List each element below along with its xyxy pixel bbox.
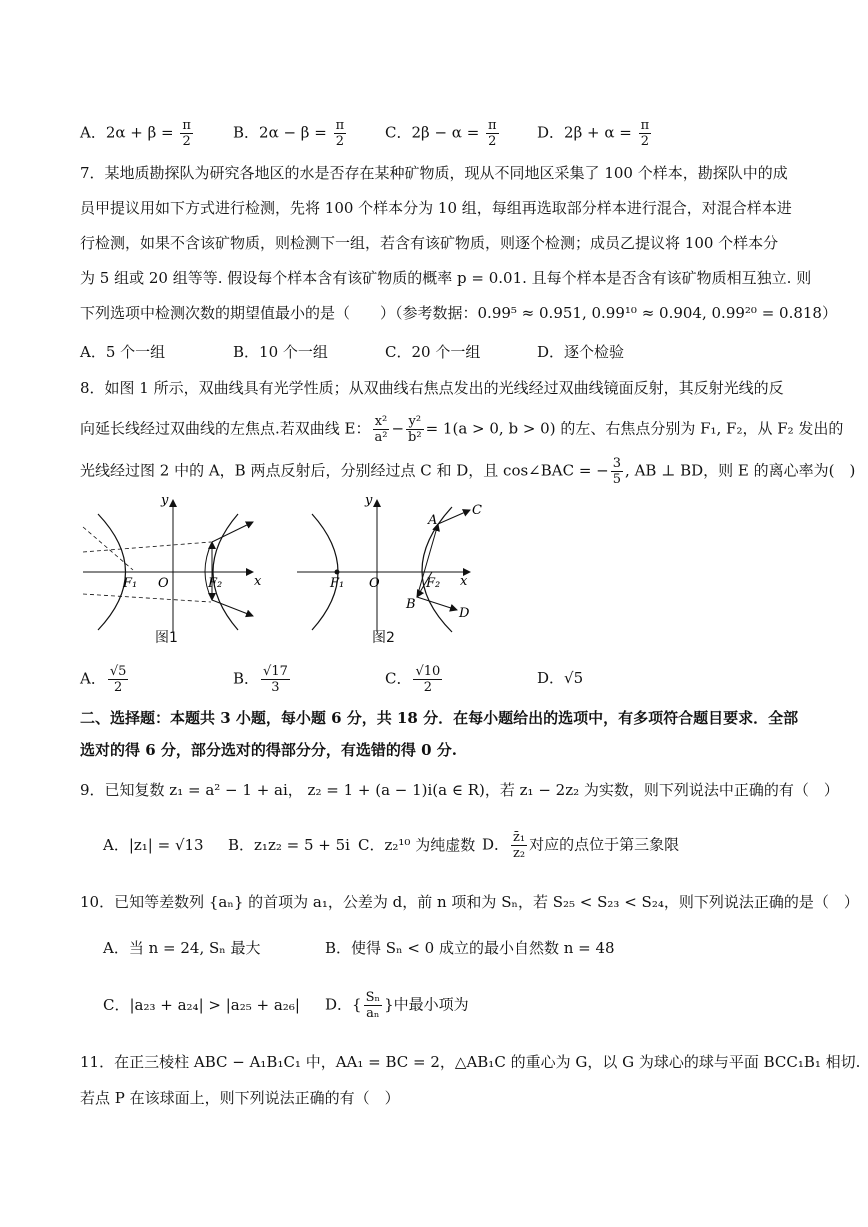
figure-2-caption: 图2 <box>372 630 395 646</box>
q7-option-d: D．逐个检验 <box>537 343 625 361</box>
q10-option-c: C．|a₂₃ + a₂₄| > |a₂₅ + a₂₆| <box>103 996 300 1014</box>
q8-option-a: A． $\frac{√5}{2}$ <box>80 664 127 695</box>
q10-stem: 10．已知等差数列 {aₙ} 的首项为 a₁，公差为 d，前 n 项和为 Sₙ，若 S₂₅ < S₂₃ < S₂₄，则下列说法正确的是（ ） <box>80 893 859 911</box>
q7-option-b: B．10 个一组 <box>233 343 328 361</box>
q8-line-2: 向延长线经过双曲线的左焦点.若双曲线 E： $\frac{\text{x²}}{\text{a²}}$ − $\frac{\text{y²}}{\text{b²}}$ = 1(a > 0, b > 0) 的左、右焦点分别为 F₁, F₂，从 F₂ 发出的 <box>80 414 844 445</box>
q7-line-4: 为 5 组或 20 组等等. 假设每个样本含有该矿物质的概率 p = 0.01. 且每个样本是否含有该矿物质相互独立. 则 <box>80 269 812 287</box>
fig1-y-label: y <box>161 493 169 508</box>
q9-option-b: B．z₁z₂ = 5 + 5i <box>228 836 350 854</box>
section-2-heading-line-1: 二、选择题：本题共 3 小题，每小题 6 分，共 18 分．在每小题给出的选项中，有多项符合题目要求．全部 <box>80 709 799 727</box>
fig2-f1-label: F₁ <box>330 576 345 591</box>
q10-option-b: B．使得 Sₙ < 0 成立的最小自然数 n = 48 <box>325 939 615 957</box>
fig2-point-a: A <box>428 513 438 528</box>
q10-option-d: D．{ $\frac{\text{Sₙ}}{\text{aₙ}}$ }中最小项为 <box>325 990 469 1021</box>
fig1-f1-label: F₁ <box>123 576 138 591</box>
q6-option-a: A．2α + β = $\frac{\pi}{2}$ <box>80 118 191 149</box>
fig2-point-d: D <box>459 606 470 621</box>
fig1-origin-label: O <box>158 576 169 591</box>
section-2-heading-line-2: 选对的得 6 分，部分选对的得部分分，有选错的得 0 分. <box>80 741 457 759</box>
q6-option-b: B．2α − β = $\frac{\pi}{2}$ <box>233 118 345 149</box>
q8-option-b: B． $\frac{√17}{3}$ <box>233 664 288 695</box>
q7-line-2: 员甲提议用如下方式进行检测，先将 100 个样本分为 10 组，每组再选取部分样本进行混合，对混合样本进 <box>80 199 792 217</box>
q8-option-c: C． $\frac{√10}{2}$ <box>385 664 441 695</box>
q7-option-c: C．20 个一组 <box>385 343 481 361</box>
fig1-f2-label: F₂ <box>208 576 223 591</box>
q11-line-1: 11．在正三棱柱 ABC − A₁B₁C₁ 中，AA₁ = BC = 2，△AB₁C 的重心为 G，以 G 为球心的球与平面 BCC₁B₁ 相切. <box>80 1053 861 1071</box>
fig2-point-c: C <box>472 503 482 518</box>
fig2-x-label: x <box>460 574 468 589</box>
figure-2-hyperbola <box>292 492 482 642</box>
q9-option-c: C．z₂¹⁰ 为纯虚数 <box>358 836 476 854</box>
q7-option-a: A．5 个一组 <box>80 343 166 361</box>
fig1-x-label: x <box>254 574 262 589</box>
fig2-point-b: B <box>406 597 416 612</box>
q8-option-d: D．√5 <box>537 669 584 687</box>
q10-option-a: A．当 n = 24, Sₙ 最大 <box>103 939 261 957</box>
figure-1-caption: 图1 <box>155 630 178 646</box>
q11-line-2: 若点 P 在该球面上，则下列说法正确的有（ ） <box>80 1089 400 1107</box>
q7-line-3: 行检测，如果不含该矿物质，则检测下一组，若含有该矿物质，则逐个检测；成员乙提议将 100 个样本分 <box>80 234 779 252</box>
q6-option-c: C．2β − α = $\frac{\pi}{2}$ <box>385 118 497 149</box>
q9-option-d: D． $\frac{\text{z̄₁}}{\text{z₂}}$ 对应的点位于第三象限 <box>482 830 680 861</box>
q7-line-1: 7．某地质勘探队为研究各地区的水是否存在某种矿物质，现从不同地区采集了 100 个样本，勘探队中的成 <box>80 164 788 182</box>
fig2-f2-label: F₂ <box>426 576 441 591</box>
q8-line-1: 8．如图 1 所示，双曲线具有光学性质；从双曲线右焦点发出的光线经过双曲线镜面反射，其反射光线的反 <box>80 379 784 397</box>
q9-stem: 9．已知复数 z₁ = a² − 1 + ai， z₂ = 1 + (a − 1)i(a ∈ R)，若 z₁ − 2z₂ 为实数，则下列说法中正确的有（ ） <box>80 781 839 799</box>
figure-1-hyperbola <box>78 492 268 642</box>
q6-option-d: D．2β + α = $\frac{\pi}{2}$ <box>537 118 650 149</box>
fig2-y-label: y <box>365 493 373 508</box>
fig2-origin-label: O <box>369 576 380 591</box>
q7-line-5: 下列选项中检测次数的期望值最小的是（ ）（参考数据：0.99⁵ ≈ 0.951, 0.99¹⁰ ≈ 0.904, 0.99²⁰ = 0.818） <box>80 304 837 322</box>
q9-option-a: A．|z₁| = √13 <box>103 836 204 854</box>
q8-line-3: 光线经过图 2 中的 A，B 两点反射后，分别经过点 C 和 D，且 cos∠BAC = − $\frac{3}{5}$ , AB ⊥ BD，则 E 的离心率为( ) <box>80 456 856 487</box>
